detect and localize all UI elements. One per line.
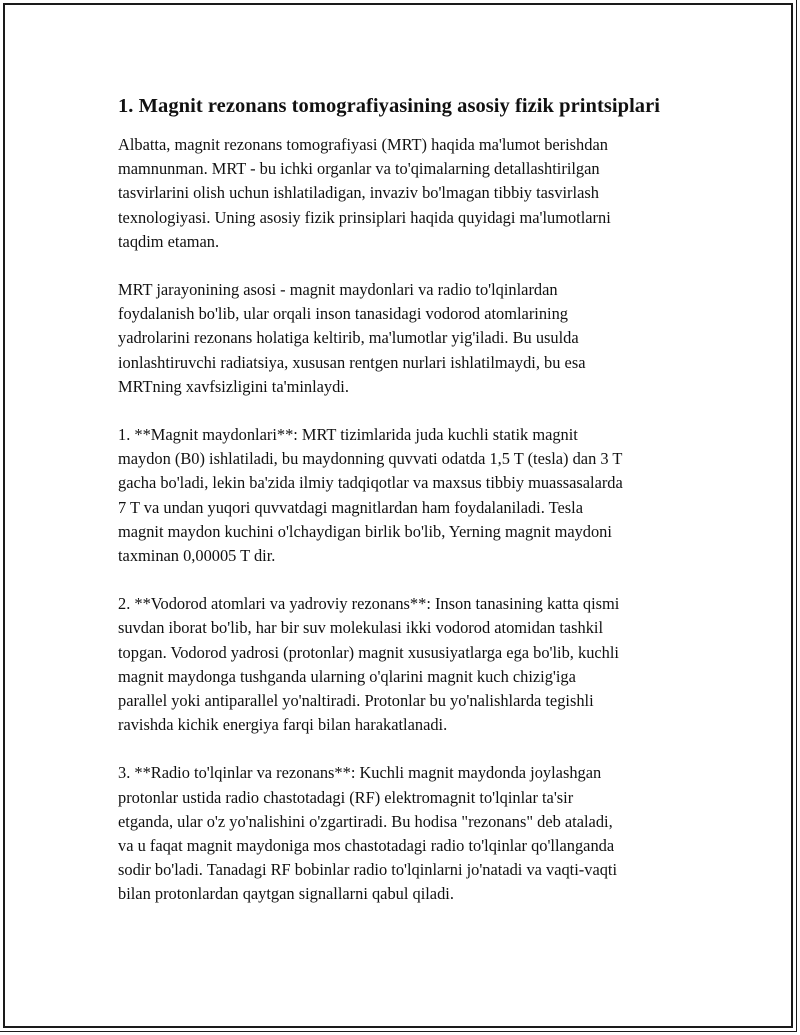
document-body [118,92,688,931]
section-heading: 1. Magnit rezonans tomografiyasining asosiy fizik printsiplari [118,95,661,117]
radio-waves-paragraph: 3. **Radio to'lqinlar va rezonans**: Kuchli magnit maydonda joylashgan protonlar ustida radio chastotadagi (RF) elektromagnit to'lqinlar ta'sir etganda, ular o'z yo'nalishini o'zgartiradi. Bu hodisa "rezonans" deb ataladi, va u faqat magnit maydoniga mos chastotadagi radio to'lqinlar qo'llanganda sodir bo'ladi. Tanadagi RF bobinlar radio to'lqinlarni jo'natadi va vaqti-vaqti bilan protonlardan qaytgan signallarni qabul qiladi. [118,763,618,904]
basis-paragraph: MRT jarayonining asosi - magnit maydonlari va radio to'lqinlardan foydalanish bo'lib, ular orqali inson tanasidagi vodorod atomlarining yadrolarini rezonans holatiga keltirib, ma'lumotlar yig'iladi. Bu usulda ionlashtiruvchi radiatsiya, xususan rentgen nurlari ishlatilmaydi, bu esa MRTning xavfsizligini ta'minlaydi. [118,280,586,396]
magnetic-fields-paragraph: 1. **Magnit maydonlari**: MRT tizimlarida juda kuchli statik magnit maydon (B0) ishlatiladi, bu maydonning quvvati odatda 1,5 T (tesla) dan 3 T gacha bo'ladi, lekin ba'zida ilmiy tadqiqotlar va maxsus tibbiy muassasalarda 7 T va undan yuqori quvvatdagi magnitlardan ham foydalaniladi. Tesla magnit maydon kuchini o'lchaydigan birlik bo'lib, Yerning magnit maydoni taxminan 0,00005 T dir. [118,425,623,566]
hydrogen-atoms-paragraph: 2. **Vodorod atomlari va yadroviy rezonans**: Inson tanasining katta qismi suvdan iborat bo'lib, har bir suv molekulasi ikki vodorod atomidan tashkil topgan. Vodorod yadrosi (protonlar) magnit xususiyatlarga ega bo'lib, kuchli magnit maydonga tushganda ularning o'qlarini magnit kuch chizig'iga parallel yoki antiparallel yo'naltiradi. Protonlar bu yo'nalishlarda tegishli ravishda kichik energiya farqi bilan harakatlanadi. [118,594,620,735]
intro-paragraph: Albatta, magnit rezonans tomografiyasi (MRT) haqida ma'lumot berishdan mamnunman. MRT - bu ichki organlar va to'qimalarning detallashtirilgan tasvirlarini olish uchun ishlatiladigan, invaziv bo'lmagan tibbiy tasvirlash texnologiyasi. Uning asosiy fizik prinsiplari haqida quyidagi ma'lumotlarni taqdim etaman. [118,135,611,251]
